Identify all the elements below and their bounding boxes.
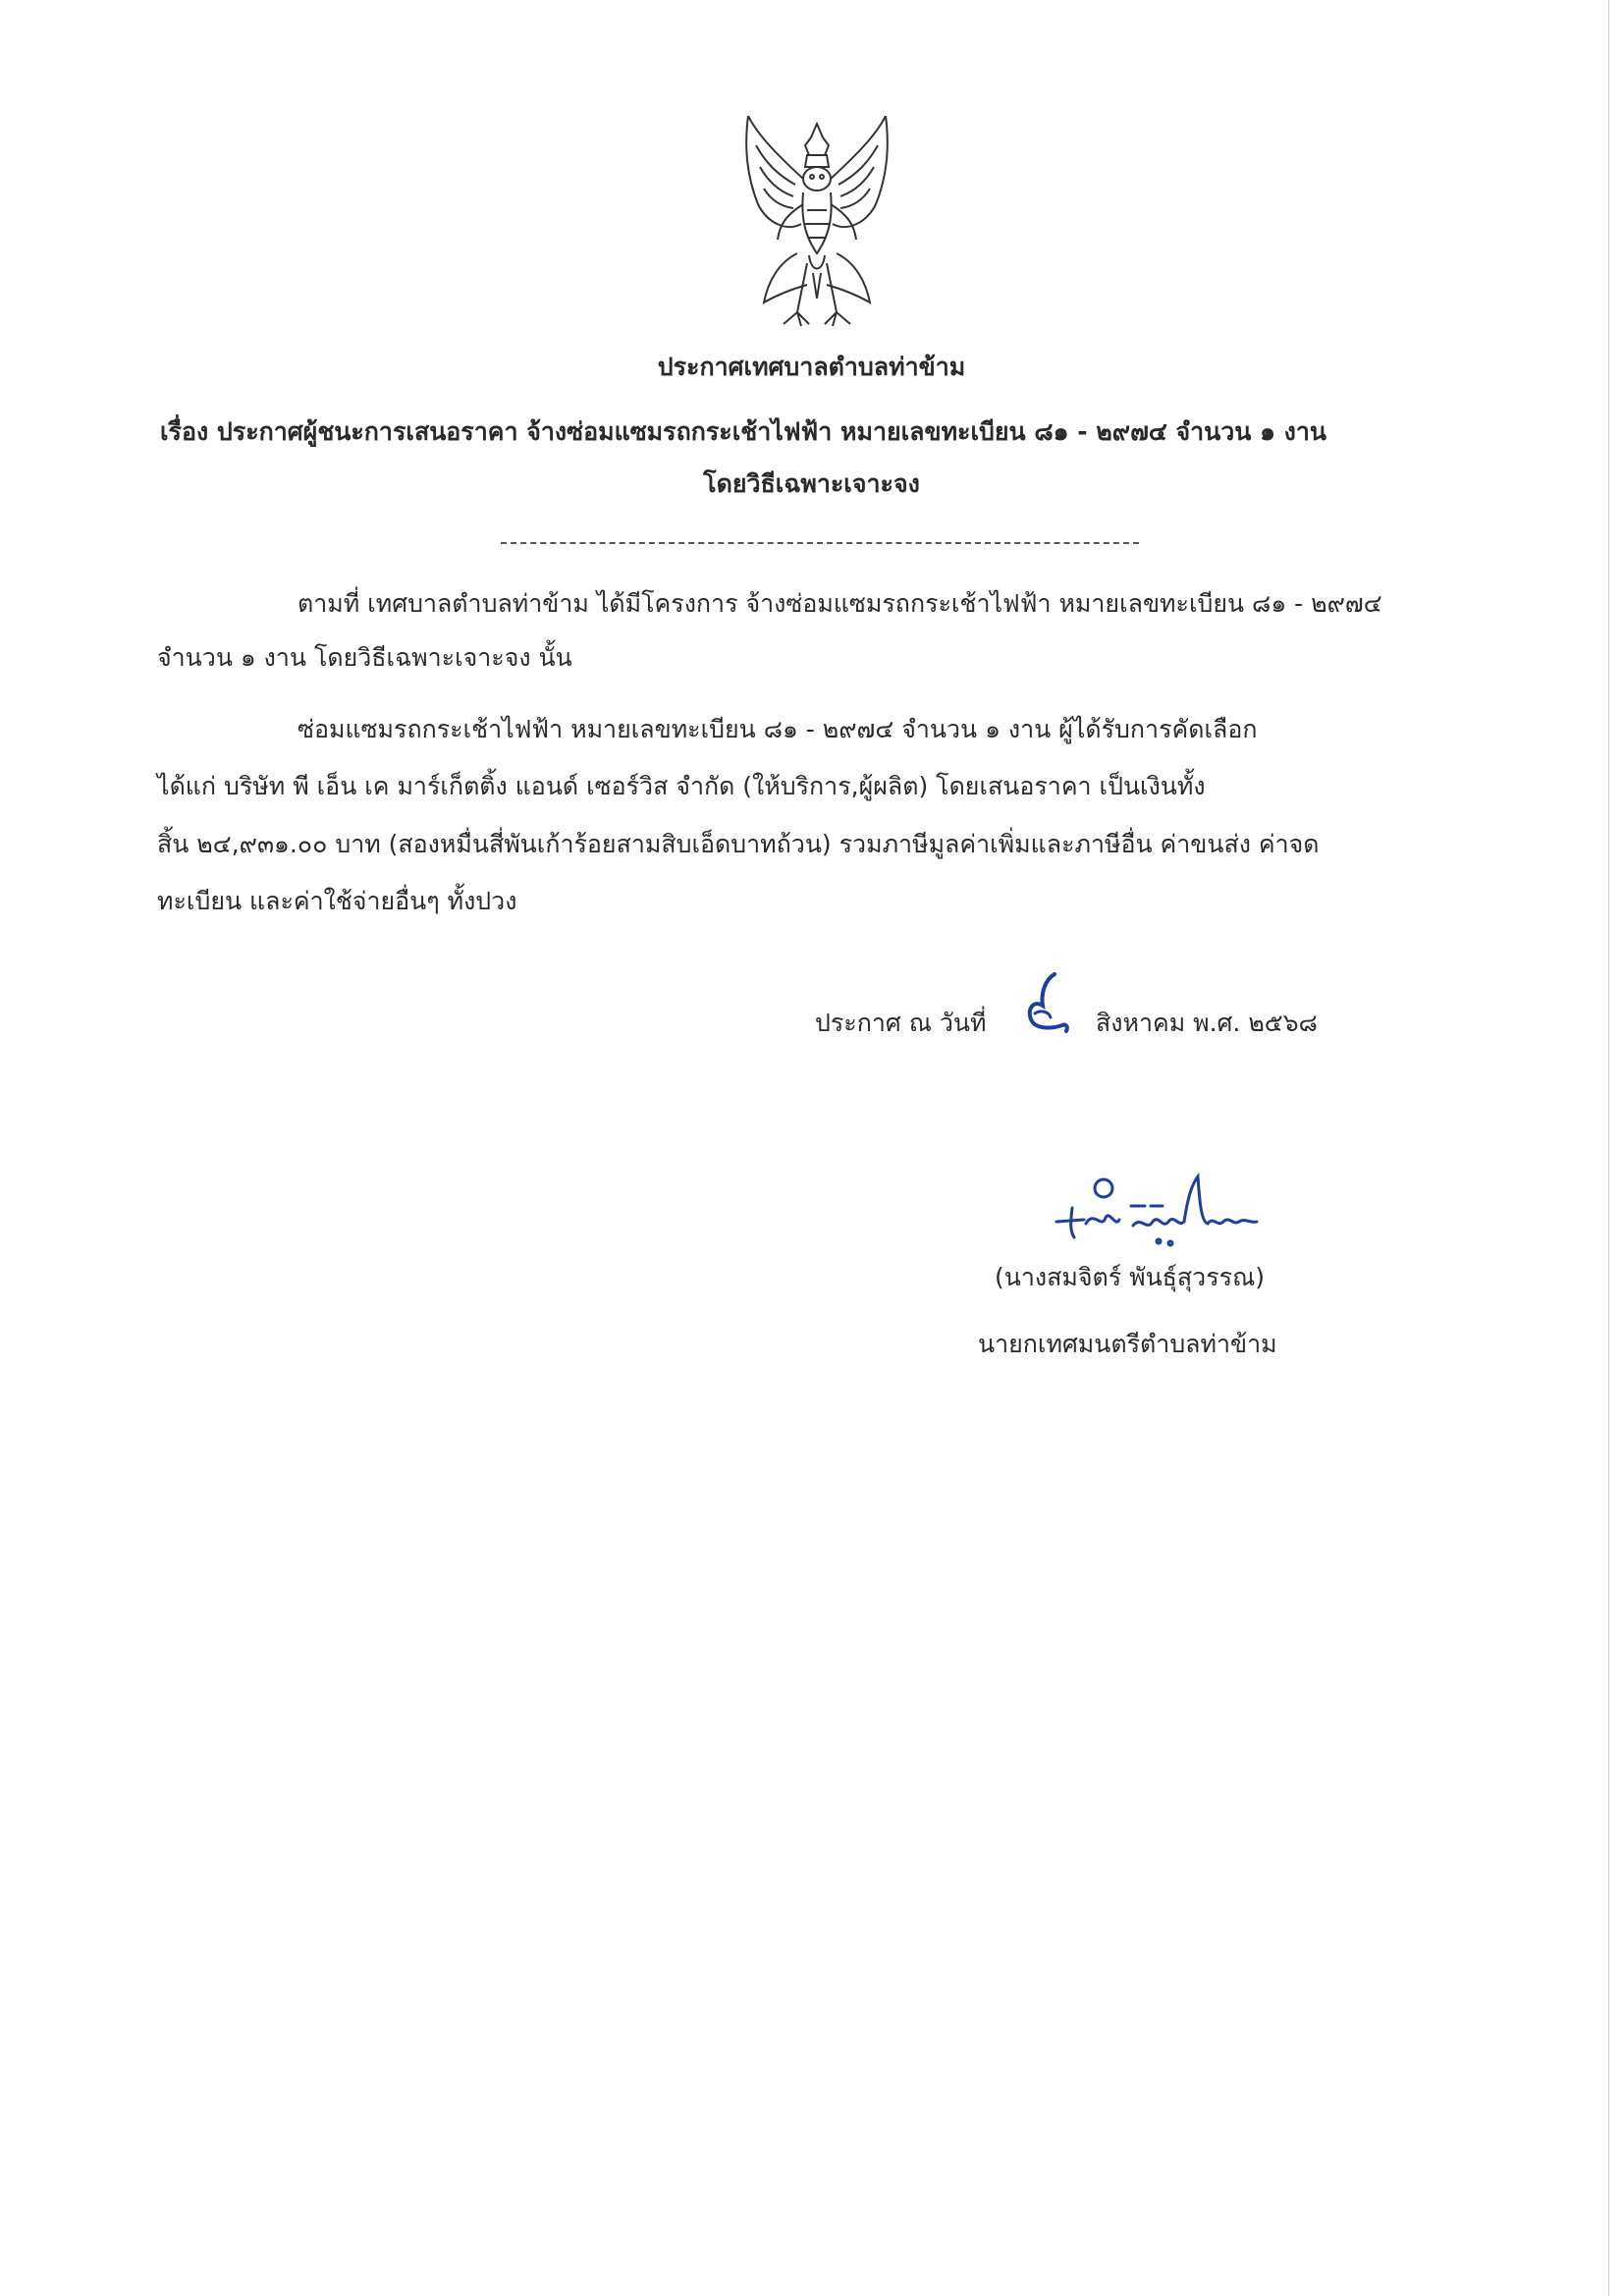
garuda-emblem-icon — [738, 116, 895, 332]
announce-month-year: สิงหาคม พ.ศ. ๒๕๖๘ — [1096, 1009, 1318, 1037]
subject-line-1: เรื่อง ประกาศผู้ชนะการเสนอราคา จ้างซ่อมแซมรถกระเช้าไฟฟ้า หมายเลขทะเบียน ๘๑ - ๒๙๗๔ จำนวน ๑ งาน — [160, 417, 1327, 446]
signatory-position: นายกเทศมนตรีตำบลท่าข้าม — [978, 1330, 1277, 1358]
announce-prefix: ประกาศ ณ วันที่ — [815, 1009, 987, 1037]
signatory-name: (นางสมจิตร์ พันธุ์สุวรรณ) — [995, 1263, 1266, 1291]
para2-line2: ได้แก่ บริษัท พี เอ็น เค มาร์เก็ตติ้ง แอนด์ เซอร์วิส จำกัด (ให้บริการ,ผู้ผลิต) โดยเสนอราคา เป็นเงินทั้ง — [157, 772, 1206, 800]
separator-line — [501, 542, 1139, 544]
signature-icon — [1051, 1167, 1286, 1255]
handwritten-day-icon — [1021, 970, 1072, 1041]
para1-line1: ตามที่ เทศบาลตำบลท่าข้าม ได้มีโครงการ จ้างซ่อมแซมรถกระเช้าไฟฟ้า หมายเลขทะเบียน ๘๑ - ๒๙๗๔ — [298, 589, 1382, 618]
para2-line4: ทะเบียน และค่าใช้จ่ายอื่นๆ ทั้งปวง — [157, 887, 517, 915]
page-edge-line — [1608, 0, 1609, 2296]
office-title: ประกาศเทศบาลตำบลท่าข้าม — [657, 353, 966, 381]
handwritten-day — [1021, 970, 1072, 1041]
para2-line1: ซ่อมแซมรถกระเช้าไฟฟ้า หมายเลขทะเบียน ๘๑ - ๒๙๗๔ จำนวน ๑ งาน ผู้ได้รับการคัดเลือก — [298, 715, 1258, 743]
subject-line-2: โดยวิธีเฉพาะเจาะจง — [703, 469, 920, 498]
para2-line3: สิ้น ๒๔,๙๓๑.๐๐ บาท (สองหมื่นสี่พันเก้าร้อยสามสิบเอ็ดบาทถ้วน) รวมภาษีมูลค่าเพิ่มและภาษีอื่น ค่าขนส่ง ค่าจด — [157, 830, 1320, 858]
para1-line2: จำนวน ๑ งาน โดยวิธีเฉพาะเจาะจง นั้น — [157, 643, 572, 672]
